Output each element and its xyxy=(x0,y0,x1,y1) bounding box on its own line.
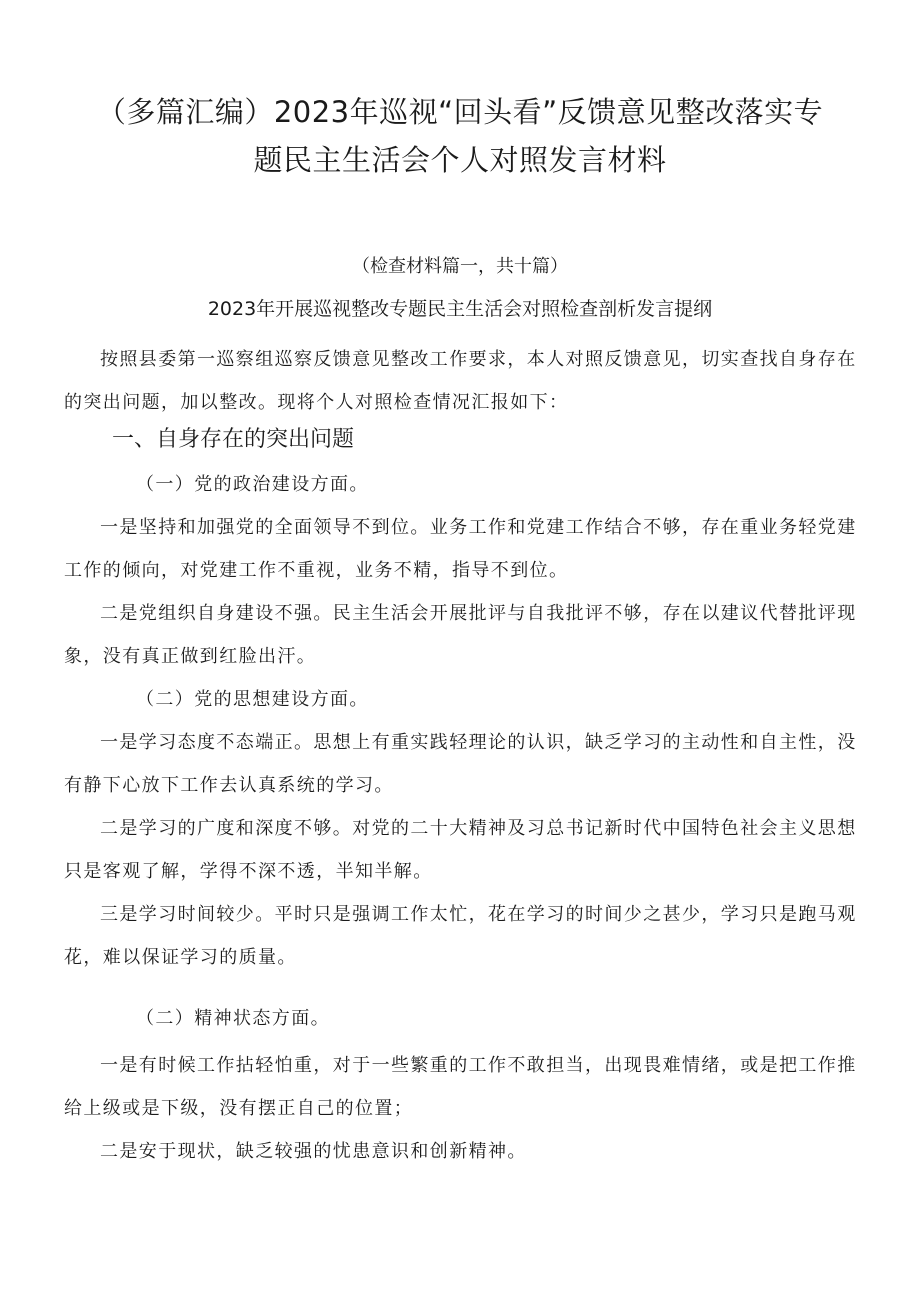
intro-paragraph: 按照县委第一巡察组巡察反馈意见整改工作要求，本人对照反馈意见，切实查找自身存在的突出问题，加以整改。现将个人对照检查情况汇报如下： xyxy=(64,349,857,413)
document-heading: 2023年开展巡视整改专题民主生活会对照检查剖析发言提纲 xyxy=(207,298,713,320)
section-1-body xyxy=(64,463,864,979)
document-title-line1: （多篇汇编）2023年巡视“回头看”反馈意见整改落实专 xyxy=(96,95,824,129)
subsection-3-title: （二）精神状态方面。 xyxy=(136,1008,330,1029)
document-title xyxy=(60,88,860,184)
subsection-1-paragraph-1: 一是坚持和加强党的全面领导不到位。业务工作和党建工作结合不够，存在重业务轻党建工作的倾向，对党建工作不重视，业务不精，指导不到位。 xyxy=(64,517,857,581)
subsection-1-paragraph-2: 二是党组织自身建设不强。民主生活会开展批评与自我批评不够，存在以建议代替批评现象，没有真正做到红脸出汗。 xyxy=(64,603,857,667)
subsection-2-paragraph-3: 三是学习时间较少。平时只是强调工作太忙，花在学习的时间少之甚少，学习只是跑马观花，难以保证学习的质量。 xyxy=(64,904,857,968)
subsection-1-title: （一）党的政治建设方面。 xyxy=(136,474,369,495)
subsection-2-paragraph-1: 一是学习态度不态端正。思想上有重实践轻理论的认识，缺乏学习的主动性和自主性，没有静下心放下工作去认真系统的学习。 xyxy=(64,732,857,796)
subsection-3-paragraph-2: 二是安于现状，缺乏较强的忧患意识和创新精神。 xyxy=(100,1141,527,1162)
subsection-3-paragraph-1: 一是有时候工作拈轻怕重，对于一些繁重的工作不敢担当，出现畏难情绪，或是把工作推给上级或是下级，没有摆正自己的位置； xyxy=(64,1055,857,1119)
section-1-body-continued xyxy=(64,997,864,1173)
subsection-2-paragraph-2: 二是学习的广度和深度不够。对党的二十大精神及习总书记新时代中国特色社会主义思想只是客观了解，学得不深不透，半知半解。 xyxy=(64,818,857,882)
document-subtitle: （检查材料篇一，共十篇） xyxy=(352,256,568,277)
section-1-title: 一、自身存在的突出问题 xyxy=(112,427,355,452)
subsection-2-title: （二）党的思想建设方面。 xyxy=(136,689,369,710)
document-title-line2: 题民主生活会个人对照发言材料 xyxy=(253,143,667,177)
